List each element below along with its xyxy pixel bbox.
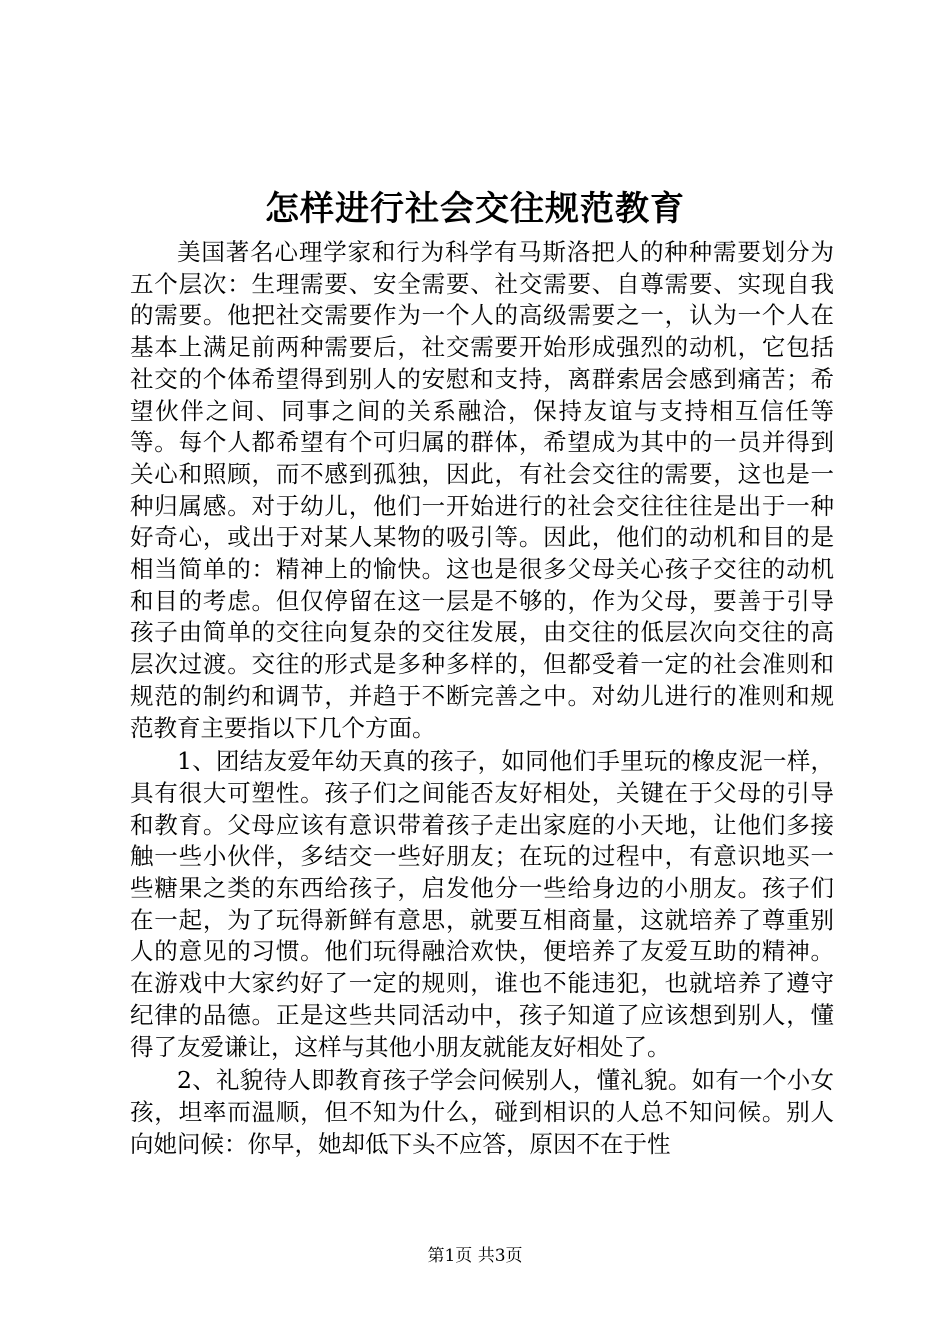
paragraph-politeness: 2、礼貌待人即教育孩子学会问候别人，懂礼貌。如有一个小女孩，坦率而温顺，但不知为什么，碰到相识的人总不知问候。别人向她问候：你早，她却低下头不应答，原因不在于性 bbox=[130, 1066, 834, 1158]
page-number-footer: 第1页 共3页 bbox=[427, 1246, 523, 1266]
document-body bbox=[130, 237, 834, 1160]
paragraph-intro: 美国著名心理学家和行为科学有马斯洛把人的种种需要划分为五个层次：生理需要、安全需要、社交需要、自尊需要、实现自我的需要。他把社交需要作为一个人的高级需要之一，认为一个人在基本上满足前两种需要后，社交需要开始形成强烈的动机，它包括社交的个体希望得到别人的安慰和支持，离群索居会感到痛苦；希望伙伴之间、同事之间的关系融洽，保持友谊与支持相互信任等等。每个人都希望有个可归属的群体，希望成为其中的一员并得到关心和照顾，而不感到孤独，因此，有社会交往的需要，这也是一种归属感。对于幼儿，他们一开始进行的社会交往往往是出于一种好奇心，或出于对某人某物的吸引等。因此，他们的动机和目的是相当简单的：精神上的愉快。这也是很多父母关心孩子交往的动机和目的考虑。但仅停留在这一层是不够的，作为父母，要善于引导孩子由简单的交往向复杂的交往发展，由交往的低层次向交往的高层次过渡。交往的形式是多种多样的，但都受着一定的社会准则和规范的制约和调节，并趋于不断完善之中。对幼儿进行的准则和规范教育主要指以下几个方面。 bbox=[130, 238, 834, 742]
paragraph-unity-friendship: 1、团结友爱年幼天真的孩子，如同他们手里玩的橡皮泥一样，具有很大可塑性。孩子们之间能否友好相处，关键在于父母的引导和教育。父母应该有意识带着孩子走出家庭的小天地，让他们多接触一些小伙伴，多结交一些好朋友；在玩的过程中，有意识地买一些糖果之类的东西给孩子，启发他分一些给身边的小朋友。孩子们在一起，为了玩得新鲜有意思，就要互相商量，这就培养了尊重别人的意见的习惯。他们玩得融洽欢快，便培养了友爱互助的精神。在游戏中大家约好了一定的规则，谁也不能违犯，也就培养了遵守纪律的品德。正是这些共同活动中，孩子知道了应该想到别人，懂得了友爱谦让，这样与其他小朋友就能友好相处了。 bbox=[130, 747, 834, 1061]
page-title: 怎样进行社会交往规范教育 bbox=[265, 189, 685, 229]
